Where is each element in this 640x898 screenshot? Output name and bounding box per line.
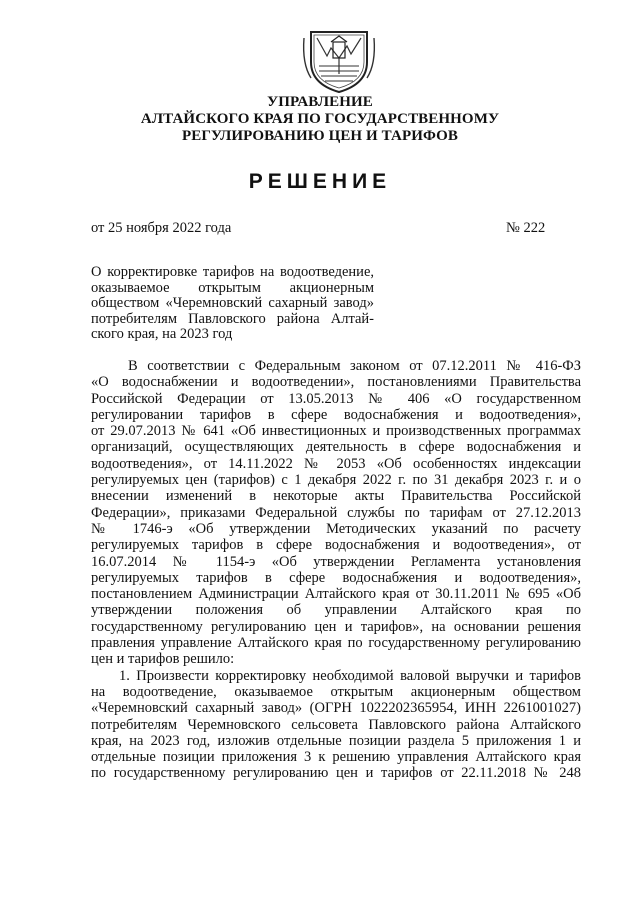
body-line: «О водоснабжении и водоотведении», постановлениями Правительства [91, 374, 581, 391]
subject-line: обществом «Черемновский сахарный завод» [91, 295, 374, 312]
document-number: № 222 [506, 220, 546, 236]
body-line: потребителям Черемновского сельсовета Павловского района Алтайского [91, 716, 581, 733]
body-line: Федерации», приказами Федеральной службы по тарифам от 27.12.2013 [91, 504, 581, 521]
body-line: от 29.07.2013 № 641 «Об инвестиционных и производственных программах [91, 423, 581, 440]
body-line: утверждении положения об управлении Алтайского края по [91, 602, 581, 619]
body-line: края, на 2023 год, изложив отдельные позиции раздела 5 приложения 1 и [91, 732, 581, 749]
issuing-authority [90, 94, 550, 145]
body-line: Российской Федерации от 13.05.2013 № 406 «О государственном [91, 390, 581, 407]
document-body [91, 358, 581, 782]
document-subject [91, 265, 374, 343]
body-line: по государственному регулированию цен и тарифов от 22.11.2018 № 248 [91, 765, 581, 782]
body-line: правления управление Алтайского края по государственному регулированию [91, 635, 581, 652]
authority-line: РЕГУЛИРОВАНИЮ ЦЕН И ТАРИФОВ [181, 128, 459, 144]
document-type-title: РЕШЕНИЕ [248, 170, 392, 193]
body-line: «Черемновский сахарный завод» (ОГРН 1022202365954, ИНН 2261001027) [91, 700, 581, 717]
authority-line: УПРАВЛЕНИЕ [267, 94, 373, 110]
body-line: 1. Произвести корректировку необходимой валовой выручки и тарифов [119, 667, 581, 684]
coat-of-arms-icon [301, 28, 377, 94]
subject-line: оказываемое открытым акционерным [91, 279, 374, 296]
body-line: В соответствии с Федеральным законом от 07.12.2011 № 416-ФЗ [128, 358, 581, 374]
body-line: на водоотведение, оказываемое открытым акционерным обществом [91, 683, 581, 700]
body-line: внесении изменений в некоторые акты Правительства Российской [91, 488, 581, 505]
body-line: водоотведения», от 14.11.2022 № 2053 «Об особенностях индексации [91, 455, 581, 472]
subject-line: О корректировке тарифов на водоотведение, [91, 264, 374, 280]
body-line: цен и тарифов решило: [91, 651, 235, 668]
body-line: организаций, осуществляющих деятельность в сфере водоснабжения и [91, 439, 581, 456]
subject-line: ского края, на 2023 год [91, 326, 233, 343]
body-line: регулировании тарифов в сфере водоснабжения и водоотведения», [91, 406, 581, 423]
document-date: от 25 ноября 2022 года [91, 220, 232, 236]
subject-line: потребителям Павловского района Алтай- [91, 310, 374, 327]
authority-line: АЛТАЙСКОГО КРАЯ ПО ГОСУДАРСТВЕННОМУ [140, 111, 500, 127]
body-line: регулируемых тарифов в сфере водоснабжения и водоотведения», от [91, 537, 581, 554]
body-line: регулируемых тарифов в сфере водоснабжения и водоотведения», [91, 569, 581, 586]
body-line: № 1746-э «Об утверждении Методических указаний по расчету [91, 520, 581, 537]
body-line: государственному регулированию цен и тарифов», на основании решения [91, 618, 581, 635]
body-line: регулируемых цен (тарифов) с 1 декабря 2022 г. по 31 декабря 2023 г. и о [91, 472, 581, 489]
body-line: отдельные позиции приложения 3 к решению управления Алтайского края [91, 749, 581, 766]
body-line: постановлением Администрации Алтайского края от 30.11.2011 № 695 «Об [91, 586, 581, 603]
body-line: 16.07.2014 № 1154-э «Об утверждении Регламента установления [91, 553, 581, 570]
